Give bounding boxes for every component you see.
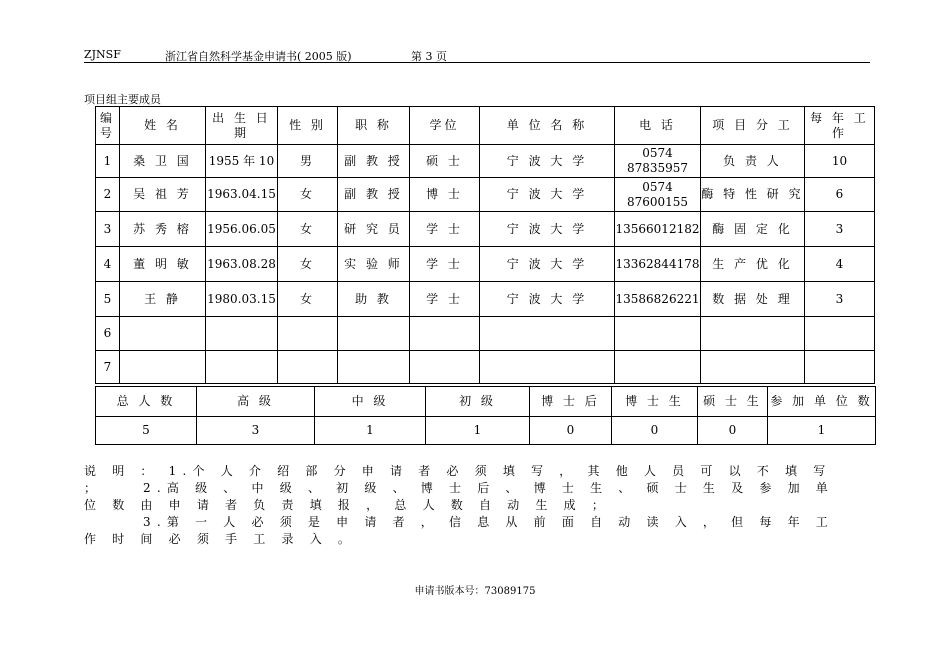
cell: 学 士 <box>410 247 480 282</box>
cell: 男 <box>278 145 338 178</box>
summary-value-cell: 1 <box>315 417 426 445</box>
cell: 6 <box>96 317 120 351</box>
cell: 副 教 授 <box>338 178 410 212</box>
cell <box>278 351 338 384</box>
header-cell: 职 称 <box>338 107 410 145</box>
cell: 硕 士 <box>410 145 480 178</box>
cell: 7 <box>96 351 120 384</box>
cell: 宁 波 大 学 <box>480 247 615 282</box>
header-cell: 性 别 <box>278 107 338 145</box>
cell <box>410 351 480 384</box>
cell: 学 士 <box>410 282 480 317</box>
note-2: 2.高 级 、 中 级 、 初 级 、 博 士 后 、 博 士 生 、 硕 士 生 及 参 加 单 位 数 由 申 请 者 负 责 填 报 ， 总 人 数 自 动 生 成 ； <box>84 481 834 512</box>
header-code: ZJNSF <box>84 48 121 61</box>
cell: 研 究 员 <box>338 212 410 247</box>
header-cell: 编号 <box>96 107 120 145</box>
cell: 13586826221 <box>615 282 701 317</box>
cell: 3 <box>96 212 120 247</box>
cell: 1956.06.05 <box>206 212 278 247</box>
cell: 1963.04.15 <box>206 178 278 212</box>
cell: 董 明 敏 <box>120 247 206 282</box>
cell: 13362844178 <box>615 247 701 282</box>
cell: 王 静 <box>120 282 206 317</box>
header-cell: 电 话 <box>615 107 701 145</box>
summary-value-cell: 0 <box>612 417 698 445</box>
cell: 副 教 授 <box>338 145 410 178</box>
cell: 女 <box>278 178 338 212</box>
table-row <box>96 212 875 247</box>
cell <box>120 317 206 351</box>
cell <box>701 351 805 384</box>
cell: 5 <box>96 282 120 317</box>
cell <box>701 317 805 351</box>
members-table <box>95 106 875 384</box>
cell: 4 <box>96 247 120 282</box>
cell: 宁 波 大 学 <box>480 212 615 247</box>
cell: 苏 秀 榕 <box>120 212 206 247</box>
header-rule <box>84 62 870 63</box>
table-caption: 项目组主要成员 <box>84 93 161 106</box>
summary-value-cell: 3 <box>197 417 315 445</box>
cell: 0574 87835957 <box>615 145 701 178</box>
cell: 酶 固 定 化 <box>701 212 805 247</box>
cell <box>805 351 875 384</box>
cell: 宁 波 大 学 <box>480 178 615 212</box>
cell <box>338 351 410 384</box>
cell: 实 验 师 <box>338 247 410 282</box>
summary-header-cell: 初 级 <box>426 387 530 417</box>
cell: 生 产 优 化 <box>701 247 805 282</box>
table-row <box>96 282 875 317</box>
summary-table <box>95 386 876 445</box>
summary-header-cell: 总 人 数 <box>96 387 197 417</box>
summary-header-cell: 参 加 单 位 数 <box>768 387 876 417</box>
table-row <box>96 145 875 178</box>
cell <box>278 317 338 351</box>
cell: 博 士 <box>410 178 480 212</box>
summary-value-cell: 1 <box>768 417 876 445</box>
cell <box>120 351 206 384</box>
cell <box>480 351 615 384</box>
cell: 助 教 <box>338 282 410 317</box>
cell: 1955 年 10 <box>206 145 278 178</box>
header-cell: 出 生 日 期 <box>206 107 278 145</box>
summary-header-cell: 博 士 后 <box>530 387 612 417</box>
summary-header-cell: 博 士 生 <box>612 387 698 417</box>
cell: 0574 87600155 <box>615 178 701 212</box>
footer-version: 申请书版本号：73089175 <box>414 586 536 597</box>
summary-header-cell: 硕 士 生 <box>698 387 768 417</box>
cell: 宁 波 大 学 <box>480 145 615 178</box>
header-cell: 姓 名 <box>120 107 206 145</box>
table-row <box>96 317 875 351</box>
note-1: 说 明 ： 1.个 人 介 绍 部 分 申 请 者 必 须 填 写 ， 其 他 人 员 可 以 不 填 写 ； <box>84 464 832 495</box>
cell: 宁 波 大 学 <box>480 282 615 317</box>
cell: 1980.03.15 <box>206 282 278 317</box>
cell: 1963.08.28 <box>206 247 278 282</box>
cell: 1 <box>96 145 120 178</box>
cell: 女 <box>278 282 338 317</box>
header-cell: 学位 <box>410 107 480 145</box>
cell: 数 据 处 理 <box>701 282 805 317</box>
cell <box>206 351 278 384</box>
table-row <box>96 247 875 282</box>
summary-header-cell: 高 级 <box>197 387 315 417</box>
cell: 吴 祖 芳 <box>120 178 206 212</box>
cell <box>615 351 701 384</box>
cell: 女 <box>278 247 338 282</box>
cell <box>206 317 278 351</box>
cell <box>805 317 875 351</box>
summary-header-cell: 中 级 <box>315 387 426 417</box>
cell <box>338 317 410 351</box>
summary-value-cell: 0 <box>698 417 768 445</box>
cell: 2 <box>96 178 120 212</box>
cell: 6 <box>805 178 875 212</box>
header-title: 浙江省自然科学基金申请书( 2005 版) <box>165 50 352 63</box>
table-row <box>96 178 875 212</box>
cell: 学 士 <box>410 212 480 247</box>
summary-value-cell: 5 <box>96 417 197 445</box>
summary-value-cell: 1 <box>426 417 530 445</box>
summary-value-cell: 0 <box>530 417 612 445</box>
cell <box>410 317 480 351</box>
header-page: 第 3 页 <box>411 50 447 63</box>
cell: 酶 特 性 研 究 <box>701 178 805 212</box>
cell: 3 <box>805 282 875 317</box>
note-3: 3.第 一 人 必 须 是 申 请 者 ， 信 息 从 前 面 自 动 读 入 ， 但 每 年 工 作 时 间 必 须 手 工 录 入 。 <box>84 515 834 546</box>
cell <box>615 317 701 351</box>
header-cell: 每 年 工 作 <box>805 107 875 145</box>
table-row <box>96 351 875 384</box>
header-cell: 项 目 分 工 <box>701 107 805 145</box>
cell: 4 <box>805 247 875 282</box>
cell: 桑 卫 国 <box>120 145 206 178</box>
header-cell: 单 位 名 称 <box>480 107 615 145</box>
cell: 10 <box>805 145 875 178</box>
cell: 女 <box>278 212 338 247</box>
cell: 13566012182 <box>615 212 701 247</box>
cell: 3 <box>805 212 875 247</box>
cell <box>480 317 615 351</box>
cell: 负 责 人 <box>701 145 805 178</box>
